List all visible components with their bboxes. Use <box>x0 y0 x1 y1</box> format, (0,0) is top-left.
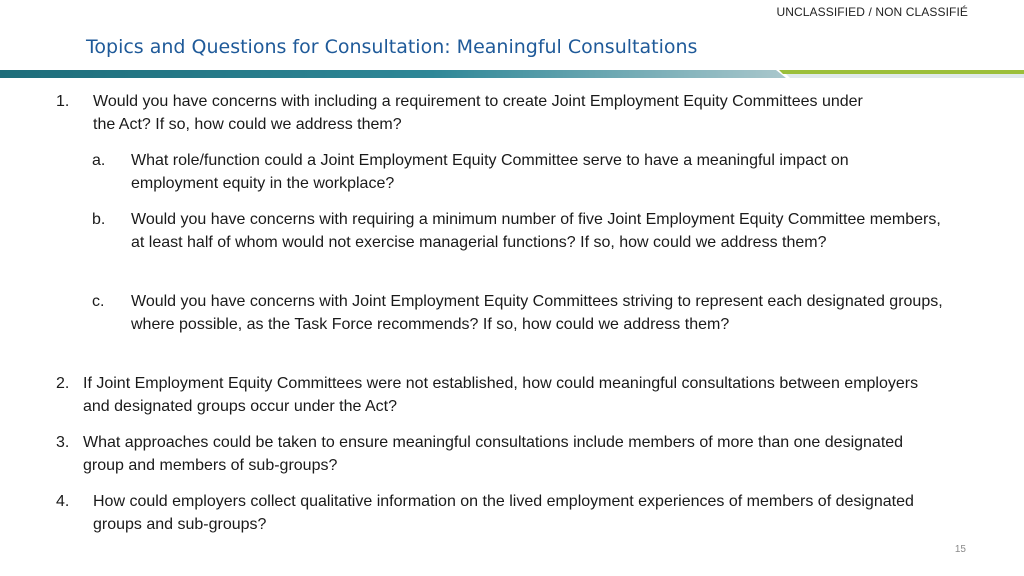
question-text: What approaches could be taken to ensure meaningful consultations include members of more than one designated group and members of sub-groups? <box>83 434 904 474</box>
sub-question-text: Would you have concerns with Joint Employment Equity Committees striving to represent each designated groups, where possible, as the Task Force recommends? If so, how could we address them? <box>131 293 943 333</box>
question-number: 1. <box>56 93 70 110</box>
sub-question-letter: a. <box>92 152 106 169</box>
page-number: 15 <box>954 544 966 555</box>
question-text: Would you have concerns with including a requirement to create Joint Employment Equity Committees under the Act? If so, how could we address them? <box>93 93 863 133</box>
question-text: How could employers collect qualitative information on the lived employment experiences of members of designated groups and sub-groups? <box>93 493 914 533</box>
sub-question-letter: b. <box>92 211 106 228</box>
rule-green-accent <box>779 70 1024 74</box>
rule-teal-band <box>0 70 786 78</box>
rule-light-tail <box>786 74 1024 78</box>
page-title: Topics and Questions for Consultation: Meaningful Consultations <box>86 36 698 58</box>
question-number: 4. <box>56 493 70 510</box>
classification-label: UNCLASSIFIED / NON CLASSIFIÉ <box>776 5 968 19</box>
sub-question-text: What role/function could a Joint Employment Equity Committee serve to have a meaningful impact on employment equity in the workplace? <box>131 152 849 192</box>
question-number: 3. <box>56 434 70 451</box>
question-text: If Joint Employment Equity Committees were not established, how could meaningful consultations between employers and designated groups occur under the Act? <box>83 375 919 415</box>
header-rule <box>0 70 1024 78</box>
sub-question-letter: c. <box>92 293 105 310</box>
question-number: 2. <box>56 375 70 392</box>
sub-question-text: Would you have concerns with requiring a minimum number of five Joint Employment Equity Committee members, at least half of whom would not exercise managerial functions? If so, how could we address them? <box>131 211 941 251</box>
